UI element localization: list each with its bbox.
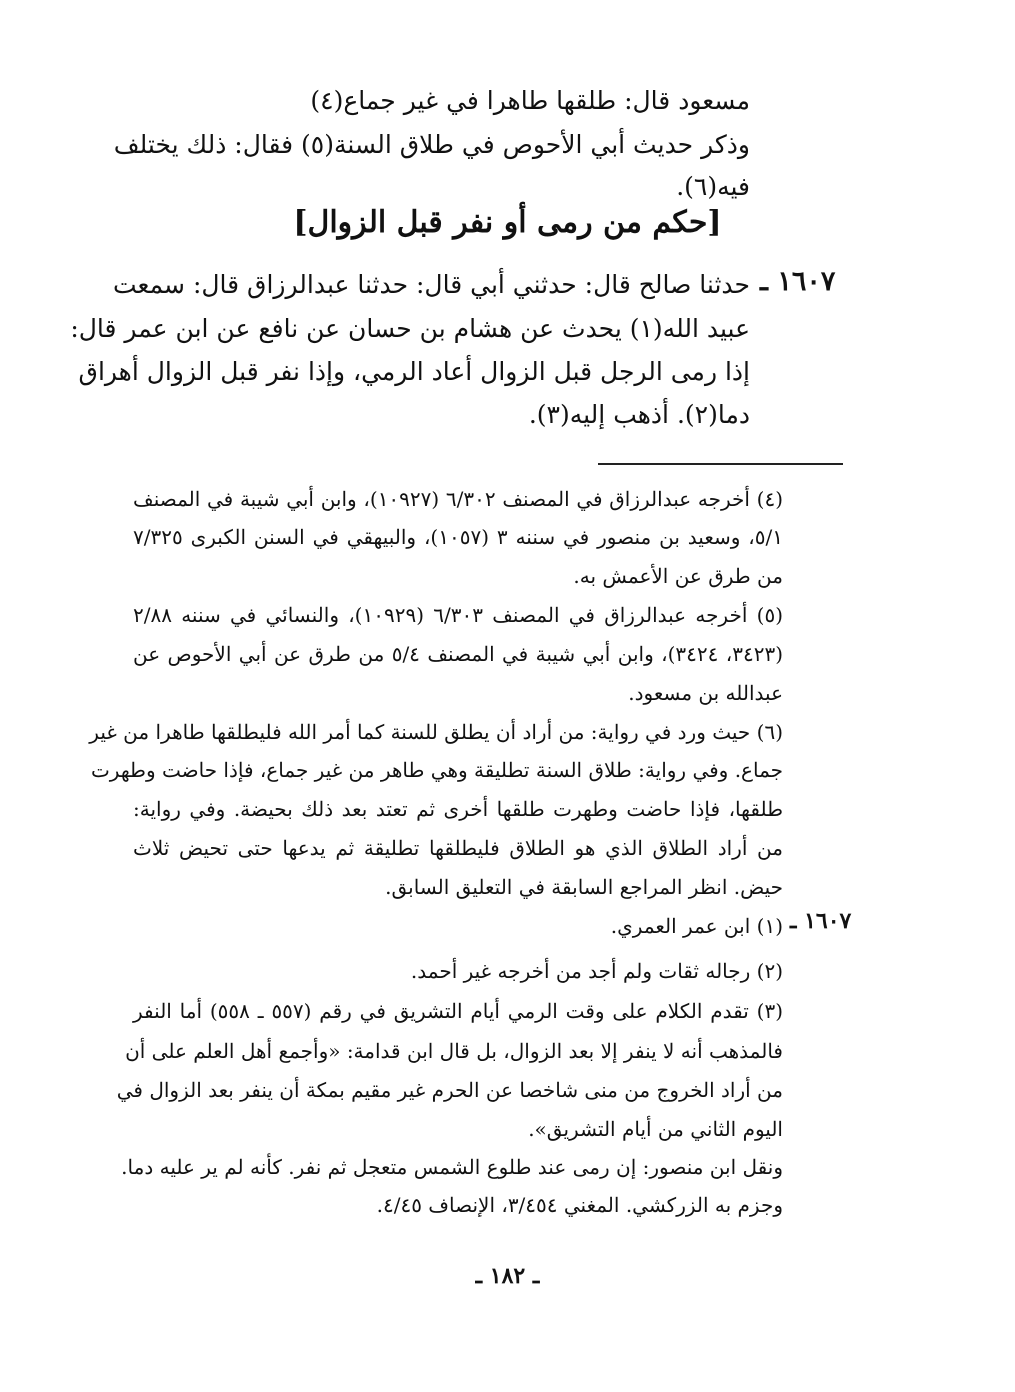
footnote-line: حيض. انظر المراجع السابقة في التعليق السابق. <box>385 875 783 899</box>
footnote-line: (٢) رجاله ثقات ولم أجد من أخرجه غير أحمد. <box>410 959 783 983</box>
footnote-line: (٤) أخرجه عبدالرزاق في المصنف ٦/٣٠٢ (١٠٩٢٧)، وابن أبي شيبة في المصنف <box>133 487 783 511</box>
footnote-line: ونقل ابن منصور: إن رمى عند طلوع الشمس متعجل ثم نفر. كأنه لم ير عليه دما. <box>121 1155 783 1179</box>
entry-line: حدثنا صالح قال: حدثني أبي قال: حدثنا عبدالرزاق قال: سمعت <box>113 270 750 299</box>
text-line: فيه(٦). <box>676 172 750 201</box>
footnote-line: اليوم الثاني من أيام التشريق». <box>528 1117 783 1141</box>
text-line: مسعود قال: طلقها طاهرا في غير جماع(٤) <box>310 86 750 115</box>
footnote-separator <box>598 463 843 465</box>
section-heading: [حكم من رمى أو نفر قبل الزوال] <box>293 205 722 240</box>
footnote-line: طلقها، فإذا حاضت وطهرت طلقها أخرى ثم تعتد بعد ذلك بحيضة. وفي رواية: <box>133 797 783 821</box>
footnote-line: (٦) حيث ورد في رواية: من أراد أن يطلق للسنة كما أمر الله فليطلقها طاهرا من غير <box>89 720 783 744</box>
footnote-line: (١) ابن عمر العمري. <box>610 914 783 938</box>
footnote-line: (٥) أخرجه عبدالرزاق في المصنف ٦/٣٠٣ (١٠٩٢٩)، والنسائي في سننه ٢/٨٨ <box>133 603 783 627</box>
footnote-line: ٥/١، وسعيد بن منصور في سننه ٣ (١٠٥٧)، والبيهقي في السنن الكبرى ٧/٣٢٥ <box>133 525 783 549</box>
footnote-line: من أراد الخروج من منى شاخصا عن الحرم غير مقيم بمكة أن ينفر بعد الزوال في <box>116 1078 783 1102</box>
footnote-line: عبدالله بن مسعود. <box>628 681 783 705</box>
footnote-line: من أراد الطلاق الذي هو الطلاق فليطلقها تطليقة ثم يدعها حتى تحيض ثلاث <box>133 836 783 860</box>
footnote-line: وجزم به الزركشي. المغني ٣/٤٥٤، الإنصاف ٤/٤٥. <box>376 1193 783 1217</box>
footnote-line: (٣) تقدم الكلام على وقت الرمي أيام التشريق في رقم (٥٥٧ ـ ٥٥٨) أما النفر <box>133 999 784 1023</box>
page-number: ـ ١٨٢ ـ <box>475 1263 540 1289</box>
footnote-line: فالمذهب أنه لا ينفر إلا بعد الزوال، بل قال ابن قدامة: «وأجمع أهل العلم على أن <box>125 1039 783 1063</box>
entry-line: دما(٢). أذهب إليه(٣). <box>528 400 750 429</box>
notes-entry-number: ١٦٠٧ ـ <box>790 908 852 934</box>
entry-line: عبيد الله(١) يحدث عن هشام بن حسان عن نافع عن ابن عمر قال: <box>70 314 750 343</box>
footnote-line: جماع. وفي رواية: طلاق السنة تطليقة وهي طاهر من غير جماع، فإذا حاضت وطهرت <box>90 758 783 782</box>
footnote-line: (٣٤٢٣، ٣٤٢٤)، وابن أبي شيبة في المصنف ٥/٤ من طرق عن أبي الأحوص عن <box>133 642 784 666</box>
footnote-line: من طرق عن الأعمش به. <box>573 564 783 588</box>
entry-line: إذا رمى الرجل قبل الزوال أعاد الرمي، وإذا نفر قبل الزوال أهراق <box>78 357 750 386</box>
text-line: وذكر حديث أبي الأحوص في طلاق السنة(٥) فقال: ذلك يختلف <box>113 130 750 159</box>
entry-number: ١٦٠٧ ـ <box>760 266 836 297</box>
